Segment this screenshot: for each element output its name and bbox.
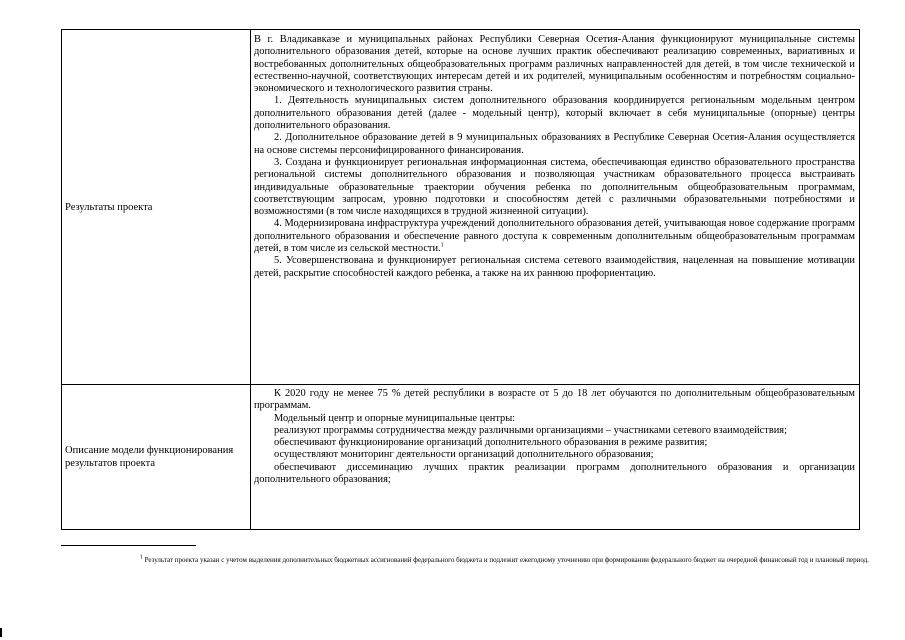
results-item-2: 2. Дополнительное образование детей в 9 муниципальных образованиях в Республике Северная Осетия-Алания осуществляется на основе системы персонифицированного финансирования. — [254, 132, 855, 156]
footnote — [61, 555, 869, 565]
model-paragraph-3: реализуют программы сотрудничества между различными организациями – участниками сетевого взаимодействия; — [274, 424, 787, 436]
project-table — [61, 29, 860, 530]
results-item-3: 3. Создана и функционирует региональная информационная система, обеспечивающая единство образовательного пространства региональной системы дополнительного образования и позволяющая участникам образовательного процесса выстраивать индивидуальные образовательные траектории обучения ребенка по дополнительным общеобразовательным программам, соответствующим запросам, уровню подготовки и способностям детей с различными образовательными потребностями и возможностями (в том числе находящихся в трудной жизненной ситуации). — [254, 156, 855, 218]
row-content-model-description — [251, 385, 860, 530]
model-paragraph-1: К 2020 году не менее 75 % детей республики в возрасте от 5 до 18 лет обучаются по дополнительным общеобразовательным программам. — [254, 388, 855, 412]
results-item-4-text: 4. Модернизирована инфраструктура учреждений дополнительного образования детей, учитывающая новое содержание программ дополнительного образования и обеспечение равного доступа к современным дополнительным общеобразовательным программам детей, в том числе из сельской местности. — [254, 218, 855, 255]
footnote-marker: 1 — [139, 554, 143, 561]
row-label-results: Результаты проекта — [62, 30, 251, 385]
table-row-results — [62, 30, 860, 385]
footnote-text: Результат проекта указан с учетом выделения дополнительных бюджетных ассигнований федерального бюджета и подлежит ежегодному уточнению при формировании федерального бюджет на очередной финансовый год и плановый период. — [144, 556, 869, 564]
model-paragraph-4: обеспечивают функционирование организаций дополнительного образования в режиме развития; — [274, 437, 708, 449]
scan-edge-mark — [0, 628, 2, 637]
footnote-reference[interactable]: 1 — [440, 242, 444, 249]
results-item-4 — [254, 218, 855, 255]
results-intro-paragraph: В г. Владикавказе и муниципальных районах Республики Северная Осетия-Алания функционируют муниципальные системы дополнительного образования детей, которые на основе лучших практик обеспечивают реализацию современных, вариативных и востребованных дополнительных общеобразовательных программ различных направленностей для детей, в том числе технической и естественно-научной, соответствующих интересам детей и их родителей, муниципальным особенностям и потребностям социально-экономического и технологического развития страны. — [254, 34, 855, 95]
results-item-1: 1. Деятельность муниципальных систем дополнительного образования координируется региональным модельным центром дополнительного образования детей (далее - модельный центр), который включает в себя муниципальные (опорные) центры дополнительного образования. — [254, 95, 855, 132]
table-row-model-description — [62, 385, 860, 530]
footnote-divider — [61, 545, 196, 546]
row-content-results — [251, 30, 860, 385]
results-item-5: 5. Усовершенствована и функционирует региональная система сетевого взаимодействия, нацеленная на повышение мотивации детей, раскрытие способностей каждого ребенка, а также на их раннюю профориентацию. — [254, 255, 855, 279]
row-label-model-description: Описание модели функционирования результатов проекта — [62, 385, 251, 530]
model-paragraph-6: обеспечивают диссеминацию лучших практик реализации программ дополнительного образования и организации дополнительного образования; — [254, 461, 855, 486]
model-paragraph-5: осуществляют мониторинг деятельности организаций дополнительного образования; — [274, 449, 654, 461]
model-paragraph-2: Модельный центр и опорные муниципальные центры: — [274, 412, 516, 424]
